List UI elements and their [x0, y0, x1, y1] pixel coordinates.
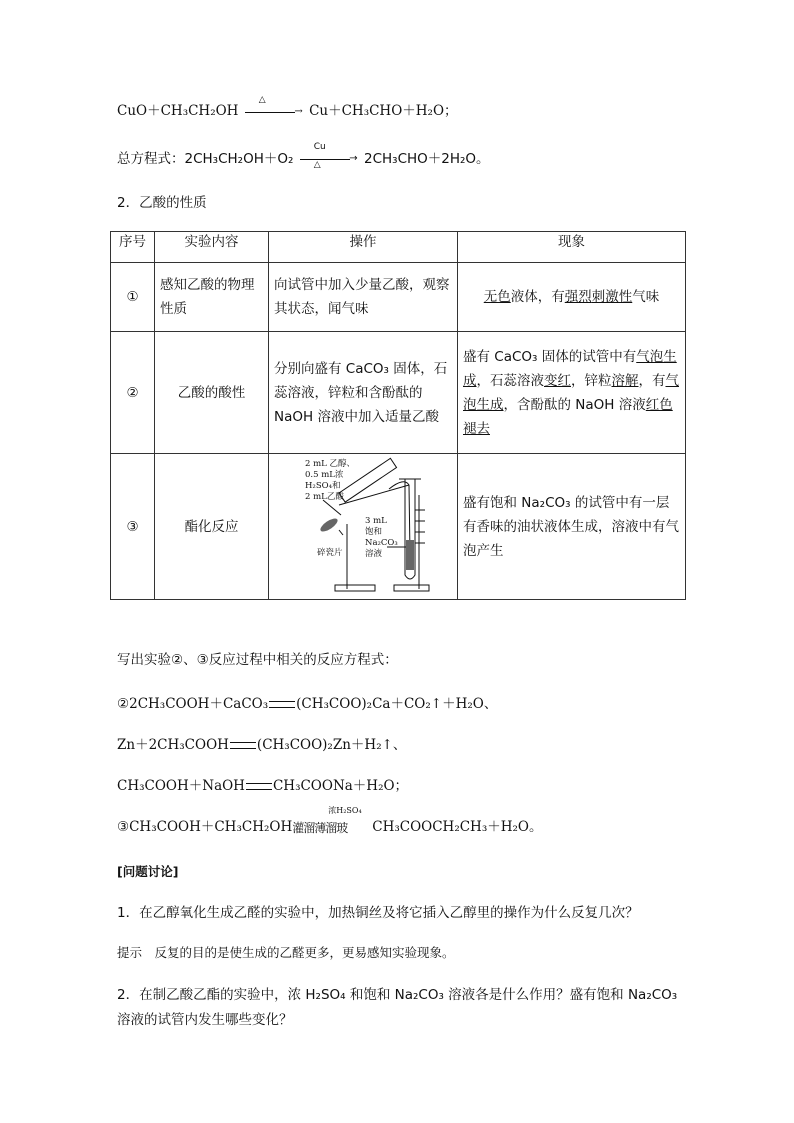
equation-zinc	[117, 733, 406, 753]
equation-naoh	[117, 774, 408, 794]
label-saturated: 饱和	[365, 526, 383, 537]
eq4-right: CH₃COONa＋H₂O；	[272, 778, 409, 794]
header-operation: 操作	[269, 232, 458, 263]
equation-total	[117, 142, 490, 170]
label-3ml: 3 mL	[365, 515, 387, 526]
header-content: 实验内容	[155, 232, 269, 263]
equals-sign	[246, 783, 272, 790]
write-equations-prompt: 写出实验②、③反应过程中相关的反应方程式：	[117, 652, 398, 668]
label-porcelain-chips: 碎瓷片	[317, 547, 343, 558]
cu-heat-condition-arrow: Cu △ →	[300, 151, 358, 167]
equation-esterification	[117, 805, 543, 839]
discussion-title: [问题讨论]	[117, 864, 179, 879]
esterification-condition: 浓H₂SO₄ 灌溜薄溜玻	[292, 805, 362, 835]
label-acetic: 2 mL乙酸	[305, 491, 344, 502]
table-row	[111, 332, 686, 454]
label-na2co3: Na₂CO₃	[365, 537, 398, 548]
label-conc: 0.5 mL浓	[305, 469, 344, 480]
acetic-acid-properties-table	[110, 231, 686, 600]
eq4-left: CH₃COOH＋NaOH	[117, 778, 245, 794]
label-solution: 溶液	[365, 548, 383, 559]
row-content: 酯化反应	[155, 454, 269, 600]
esterification-apparatus-diagram	[269, 455, 458, 599]
row-number: ③	[111, 454, 155, 600]
equals-sign	[230, 742, 256, 749]
row-number: ①	[111, 263, 155, 332]
row-operation: 分别向盛有 CaCO₃ 固体，石蕊溶液，锌粒和含酚酞的 NaOH 溶液中加入适量乙酸	[269, 332, 458, 454]
row-content: 乙酸的酸性	[155, 332, 269, 454]
eq5-left: ③CH₃COOH＋CH₃CH₂OH	[117, 819, 293, 835]
table-row	[111, 454, 686, 600]
header-number: 序号	[111, 232, 155, 263]
eq-total-right: 2CH₃CHO＋2H₂O。	[363, 151, 490, 167]
row-phenomenon: 盛有 CaCO₃ 固体的试管中有气泡生成，石蕊溶液变红，锌粒溶解，有气泡生成，含酚酞的 NaOH 溶液红色褪去	[458, 332, 686, 454]
row-number: ②	[111, 332, 155, 454]
eq2-left: ②2CH₃COOH＋CaCO₃	[117, 696, 269, 712]
eq-total-prefix: 总方程式：2CH₃CH₂OH＋O₂	[117, 151, 294, 167]
table-row	[111, 263, 686, 332]
question-1: 1．在乙醇氧化生成乙醛的实验中，加热铜丝及将它插入乙醇里的操作为什么反复几次？	[117, 905, 639, 921]
eq3-left: Zn＋2CH₃COOH	[117, 737, 229, 753]
heat-condition-arrow: △ →	[245, 104, 303, 120]
row-phenomenon: 无色液体，有强烈刺激性气味	[458, 263, 686, 332]
hint-1: 提示 反复的目的是使生成的乙醛更多，更易感知实验现象。	[117, 945, 455, 960]
section-title: 2．乙酸的性质	[117, 195, 207, 211]
eq2-right: (CH₃COO)₂Ca＋CO₂↑＋H₂O、	[296, 696, 498, 712]
equation-cuo-ethanol	[117, 94, 458, 120]
row-phenomenon: 盛有饱和 Na₂CO₃ 的试管中有一层有香味的油状液体生成，溶液中有气泡产生	[458, 454, 686, 600]
eq5-right: CH₃COOCH₂CH₃＋H₂O。	[372, 819, 543, 835]
question-2-line-2: 溶液的试管内发生哪些变化？	[117, 1012, 293, 1028]
header-phenomenon: 现象	[458, 232, 686, 263]
label-h2so4: H₂SO₄和	[305, 480, 341, 491]
eq1-left: CuO＋CH₃CH₂OH	[117, 103, 239, 119]
row-operation-apparatus	[269, 454, 458, 600]
row-content: 感知乙酸的物理性质	[155, 263, 269, 332]
eq1-right: Cu＋CH₃CHO＋H₂O；	[309, 103, 458, 119]
eq3-right: (CH₃COO)₂Zn＋H₂↑、	[256, 737, 407, 753]
equation-caco3	[117, 692, 497, 712]
equals-sign	[269, 701, 295, 708]
table-header-row	[111, 232, 686, 263]
row-operation: 向试管中加入少量乙酸，观察其状态，闻气味	[269, 263, 458, 332]
question-2-line-1: 2．在制乙酸乙酯的实验中，浓 H₂SO₄ 和饱和 Na₂CO₃ 溶液各是什么作用？盛有饱和 Na₂CO₃	[117, 987, 678, 1003]
label-ethanol: 2 mL 乙醇、	[305, 458, 356, 469]
